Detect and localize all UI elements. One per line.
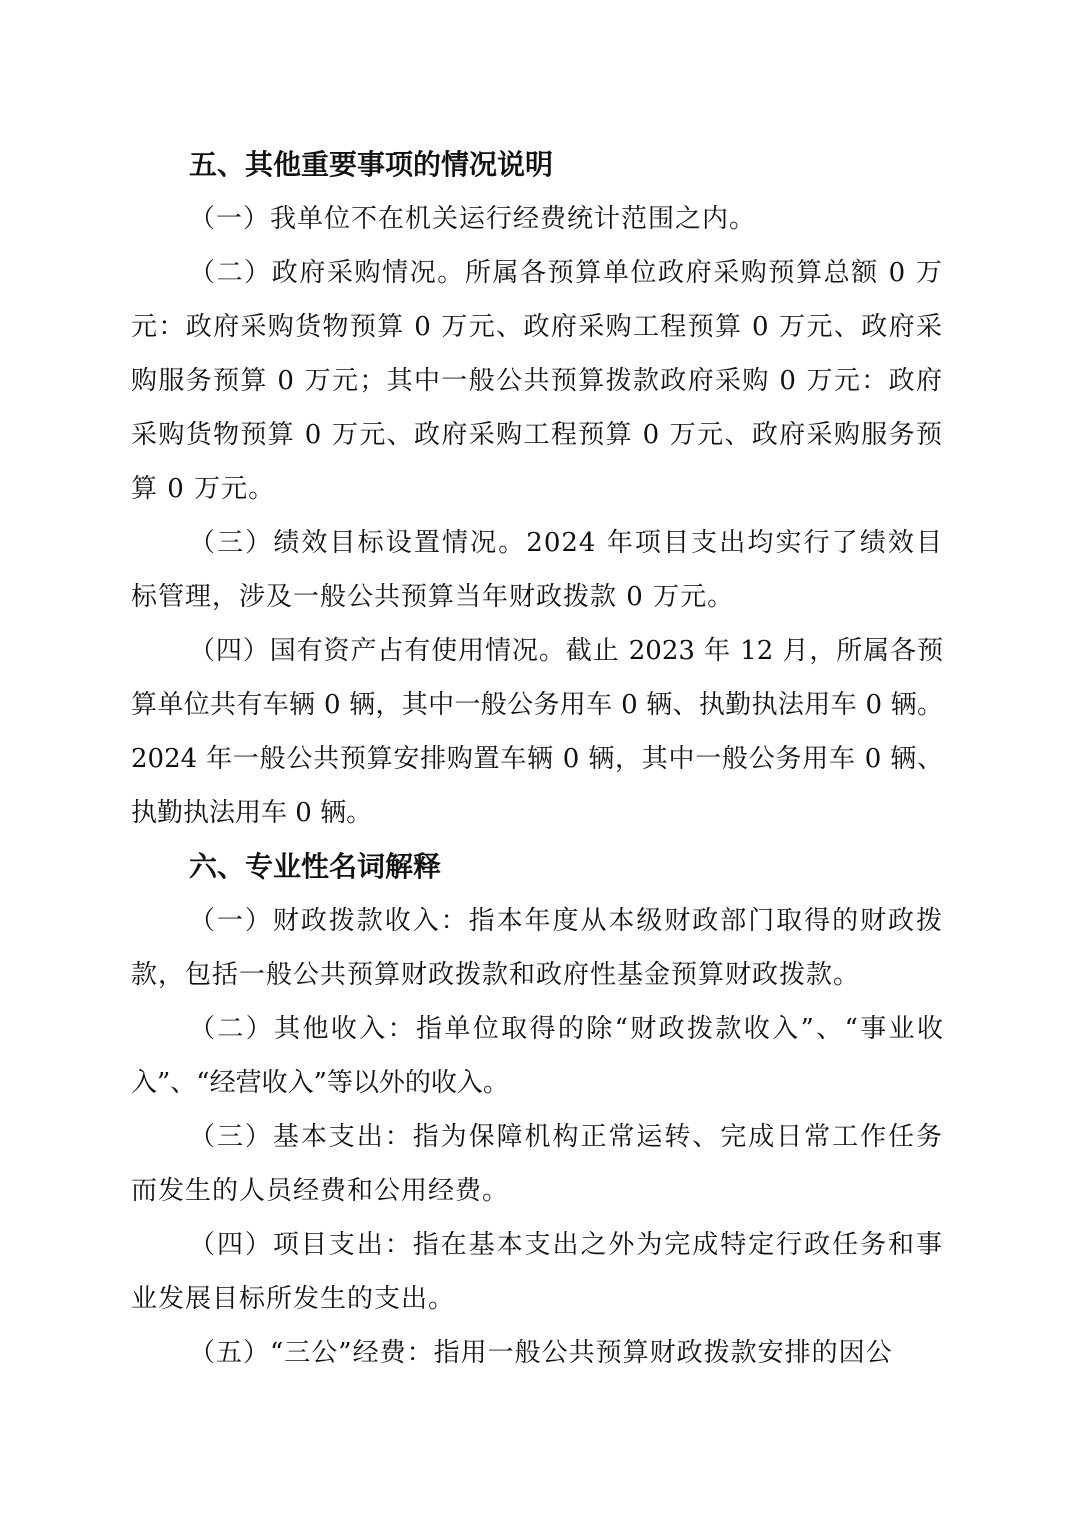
section-five-item-3: （三）绩效目标设置情况。2024 年项目支出均实行了绩效目标管理，涉及一般公共预算当年财政拨款 0 万元。 bbox=[131, 528, 943, 612]
section-five-item-1: （一）我单位不在机关运行经费统计范围之内。 bbox=[189, 204, 757, 234]
section-six-item-4: （四）项目支出：指在基本支出之外为完成特定行政任务和事业发展目标所发生的支出。 bbox=[131, 1230, 943, 1314]
section-six-heading: 六、专业性名词解释 bbox=[189, 850, 442, 883]
document-page bbox=[131, 138, 943, 1380]
section-six-item-2: （二）其他收入：指单位取得的除“财政拨款收入”、“事业收入”、“经营收入”等以外的收入。 bbox=[131, 1014, 943, 1098]
section-six-item-1: （一）财政拨款收入：指本年度从本级财政部门取得的财政拨款，包括一般公共预算财政拨款和政府性基金预算财政拨款。 bbox=[131, 906, 943, 990]
section-five-item-2: （二）政府采购情况。所属各预算单位政府采购预算总额 0 万元：政府采购货物预算 0 万元、政府采购工程预算 0 万元、政府采购服务预算 0 万元；其中一般公共预算拨款政府采购 0 万元：政府采购货物预算 0 万元、政府采购工程预算 0 万元、政府采购服务预算 0 万元。 bbox=[131, 258, 943, 504]
section-six-item-3: （三）基本支出：指为保障机构正常运转、完成日常工作任务而发生的人员经费和公用经费。 bbox=[131, 1122, 943, 1206]
section-five-heading: 五、其他重要事项的情况说明 bbox=[189, 148, 554, 181]
section-six-item-5: （五）“三公”经费：指用一般公共预算财政拨款安排的因公 bbox=[189, 1338, 893, 1368]
section-five-item-4: （四）国有资产占有使用情况。截止 2023 年 12 月，所属各预算单位共有车辆 0 辆，其中一般公务用车 0 辆、执勤执法用车 0 辆。2024 年一般公共预算安排购置车辆 0 辆，其中一般公务用车 0 辆、执勤执法用车 0 辆。 bbox=[131, 636, 943, 828]
